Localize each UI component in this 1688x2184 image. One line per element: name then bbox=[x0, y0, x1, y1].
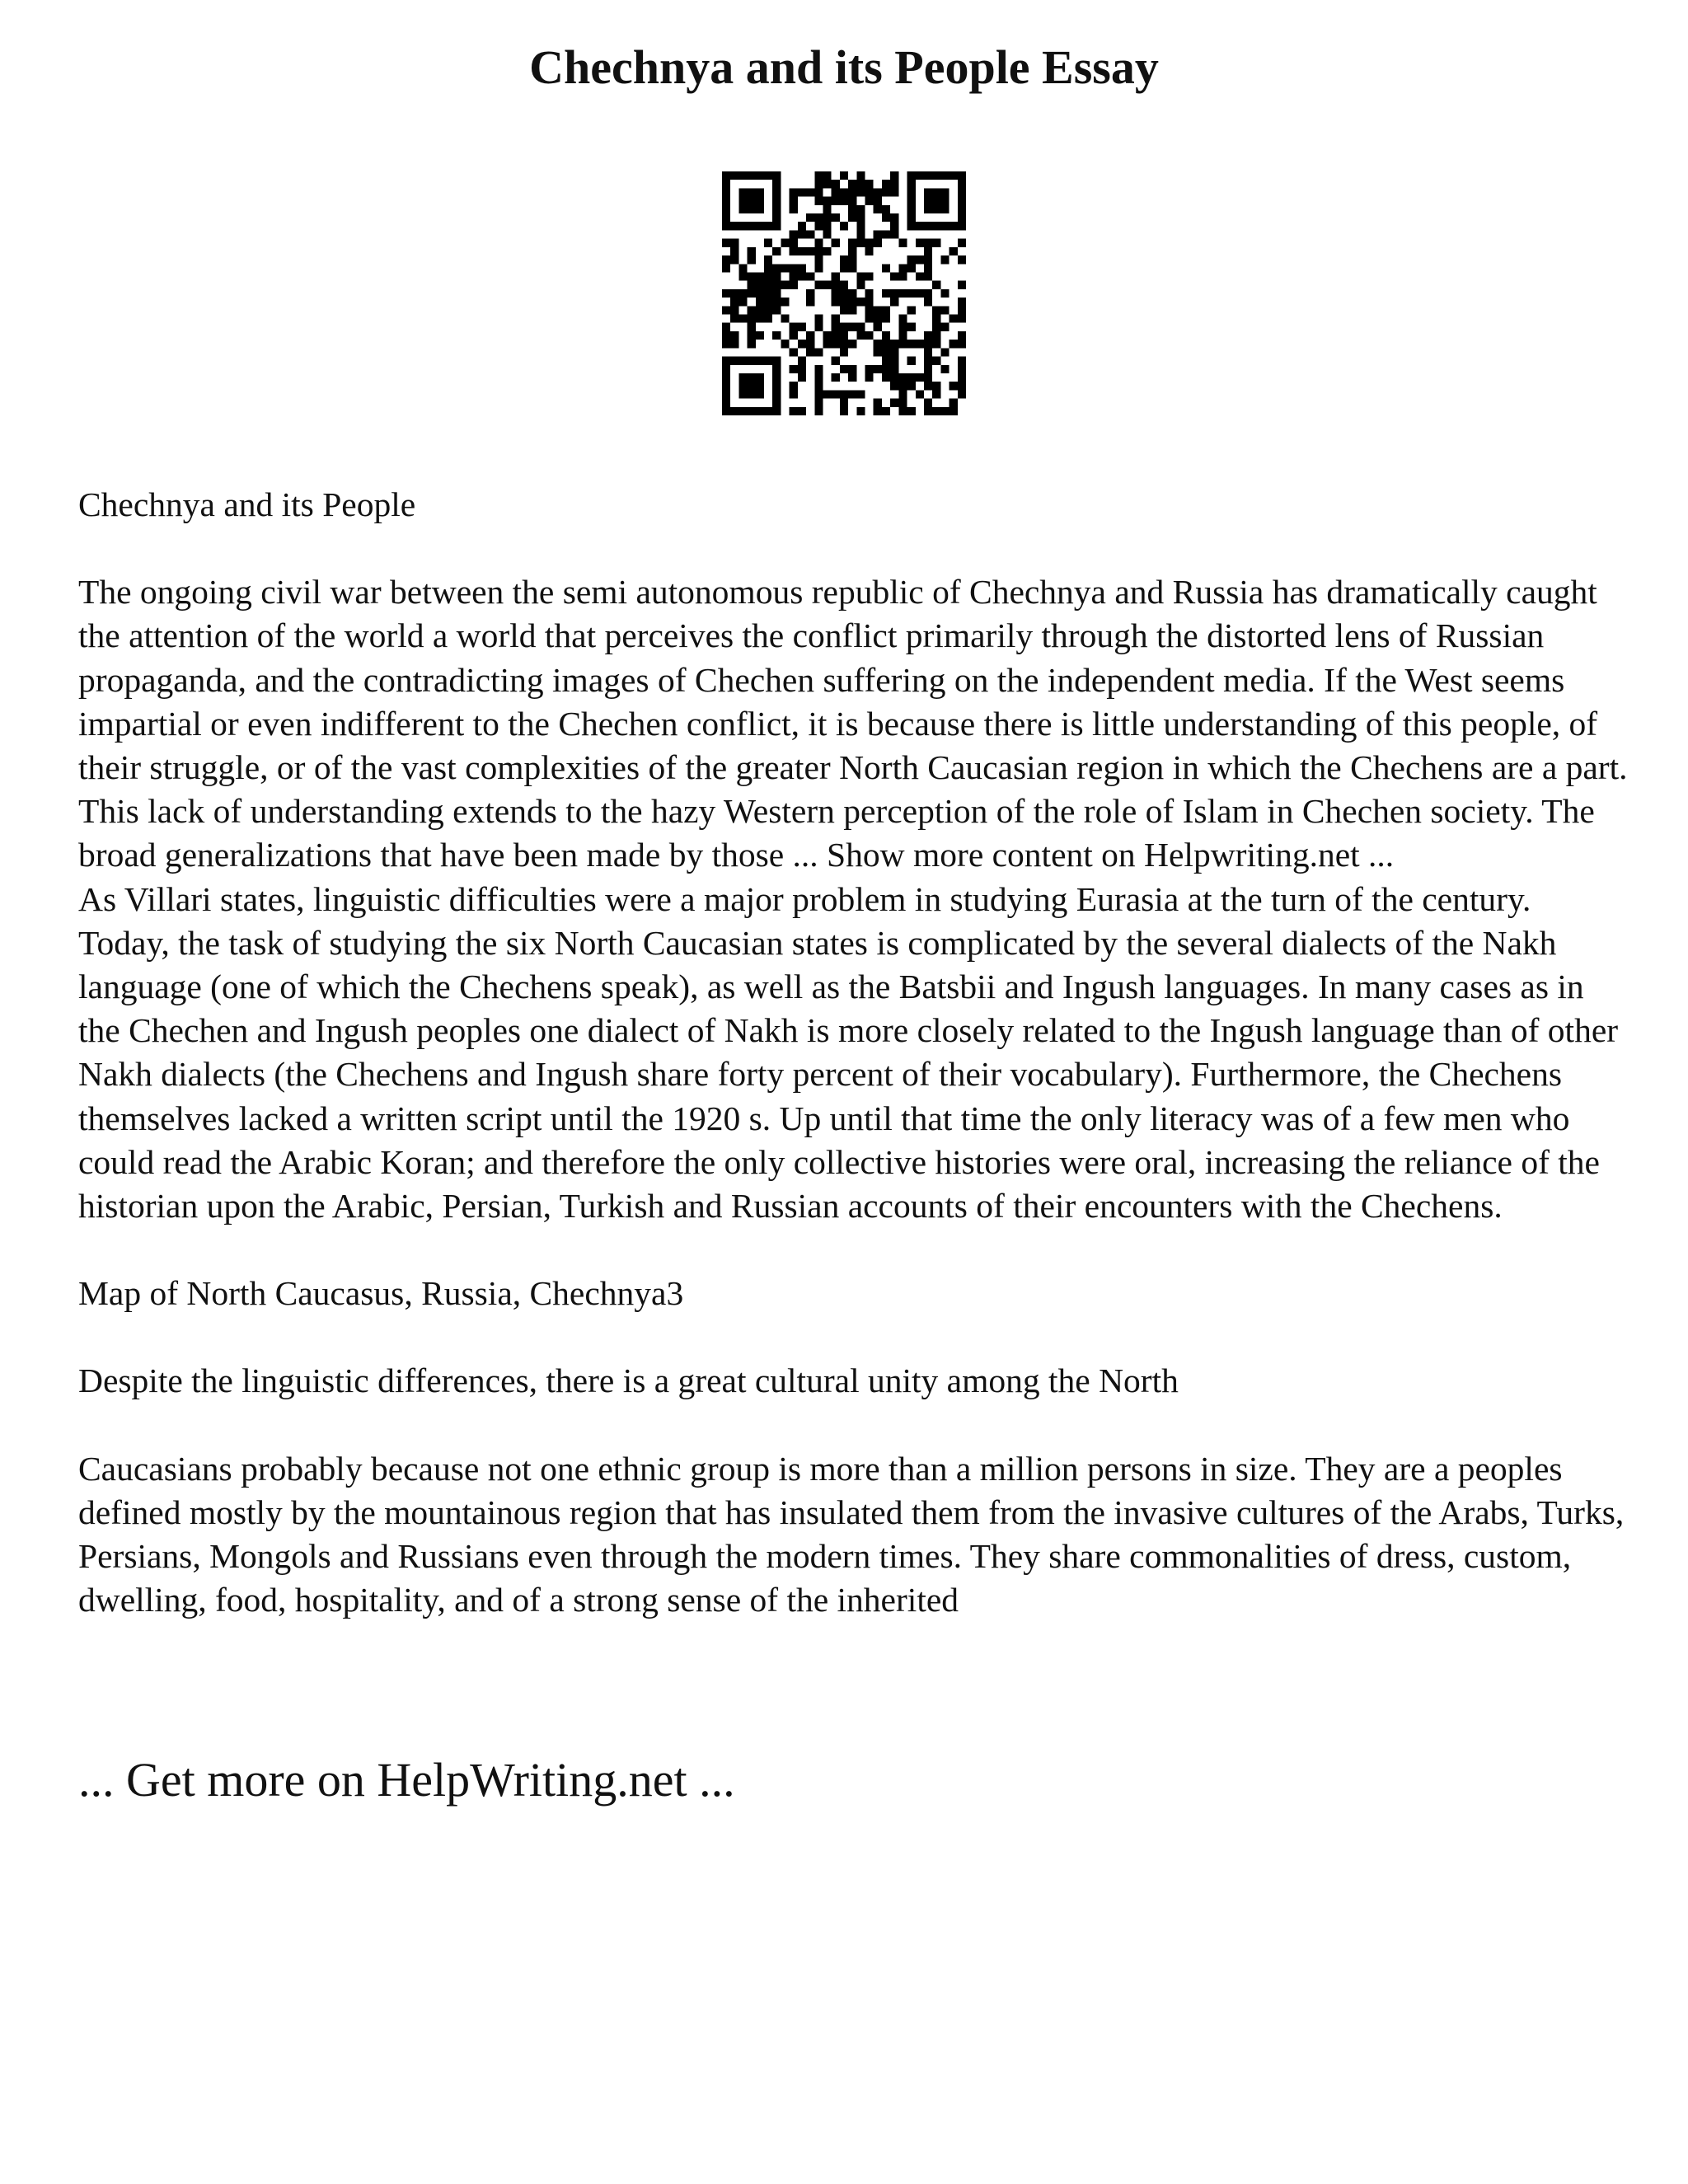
map-caption: Map of North Caucasus, Russia, Chechnya3 bbox=[78, 1274, 684, 1313]
get-more-link[interactable]: ... Get more on HelpWriting.net ... bbox=[78, 1753, 735, 1807]
essay-body bbox=[78, 483, 1628, 1622]
qr-code-graphic bbox=[722, 171, 966, 415]
paragraph-4: Caucasians probably because not one ethnic group is more than a million persons in size. They are a peoples defined mostly by the mountainous region that has insulated them from the invasive cultures of the Arabs, Turks, Persians, Mongols and Russians even through the modern times. They share commonalities of dress, custom, dwelling, food, hospitality, and of a strong sense of the inherited bbox=[78, 1449, 1625, 1619]
qr-code[interactable] bbox=[722, 171, 966, 415]
paragraph-3: Despite the linguistic differences, there is a great cultural unity among the North bbox=[78, 1361, 1179, 1400]
page-title: Chechnya and its People Essay bbox=[529, 40, 1159, 94]
paragraph-1: The ongoing civil war between the semi autonomous republic of Chechnya and Russia has dramatically caught the attention of the world a world that perceives the conflict primarily through the distorted lens of Russian propaganda, and the contradicting images of Chechen suffering on the independent media. If the West seems impartial or even indifferent to the Chechen conflict, it is because there is little understanding of this people, of their struggle, or of the vast complexities of the greater North Caucasian region in which the Chechens are a part. This lack of understanding extends to the hazy Western perception of the role of Islam in Chechen society. The broad generalizations that have been made by those ... Show more content on Helpwriting.net ... bbox=[78, 573, 1628, 874]
paragraph-2: As Villari states, linguistic difficulties were a major problem in studying Eurasia at the turn of the century. Today, the task of studying the six North Caucasian states is complicated by the several dialects of the Nakh language (one of which the Chechens speak), as well as the Batsbii and Ingush languages. In many cases as in the Chechen and Ingush peoples one dialect of Nakh is more closely related to the Ingush language than of other Nakh dialects (the Chechens and Ingush share forty percent of their vocabulary). Furthermore, the Chechens themselves lacked a written script until the 1920 s. Up until that time the only literacy was of a few men who could read the Arabic Koran; and therefore the only collective histories were oral, increasing the reliance of the historian upon the Arabic, Persian, Turkish and Russian accounts of their encounters with the Chechens. bbox=[78, 879, 1619, 1226]
essay-subtitle: Chechnya and its People bbox=[78, 485, 416, 523]
